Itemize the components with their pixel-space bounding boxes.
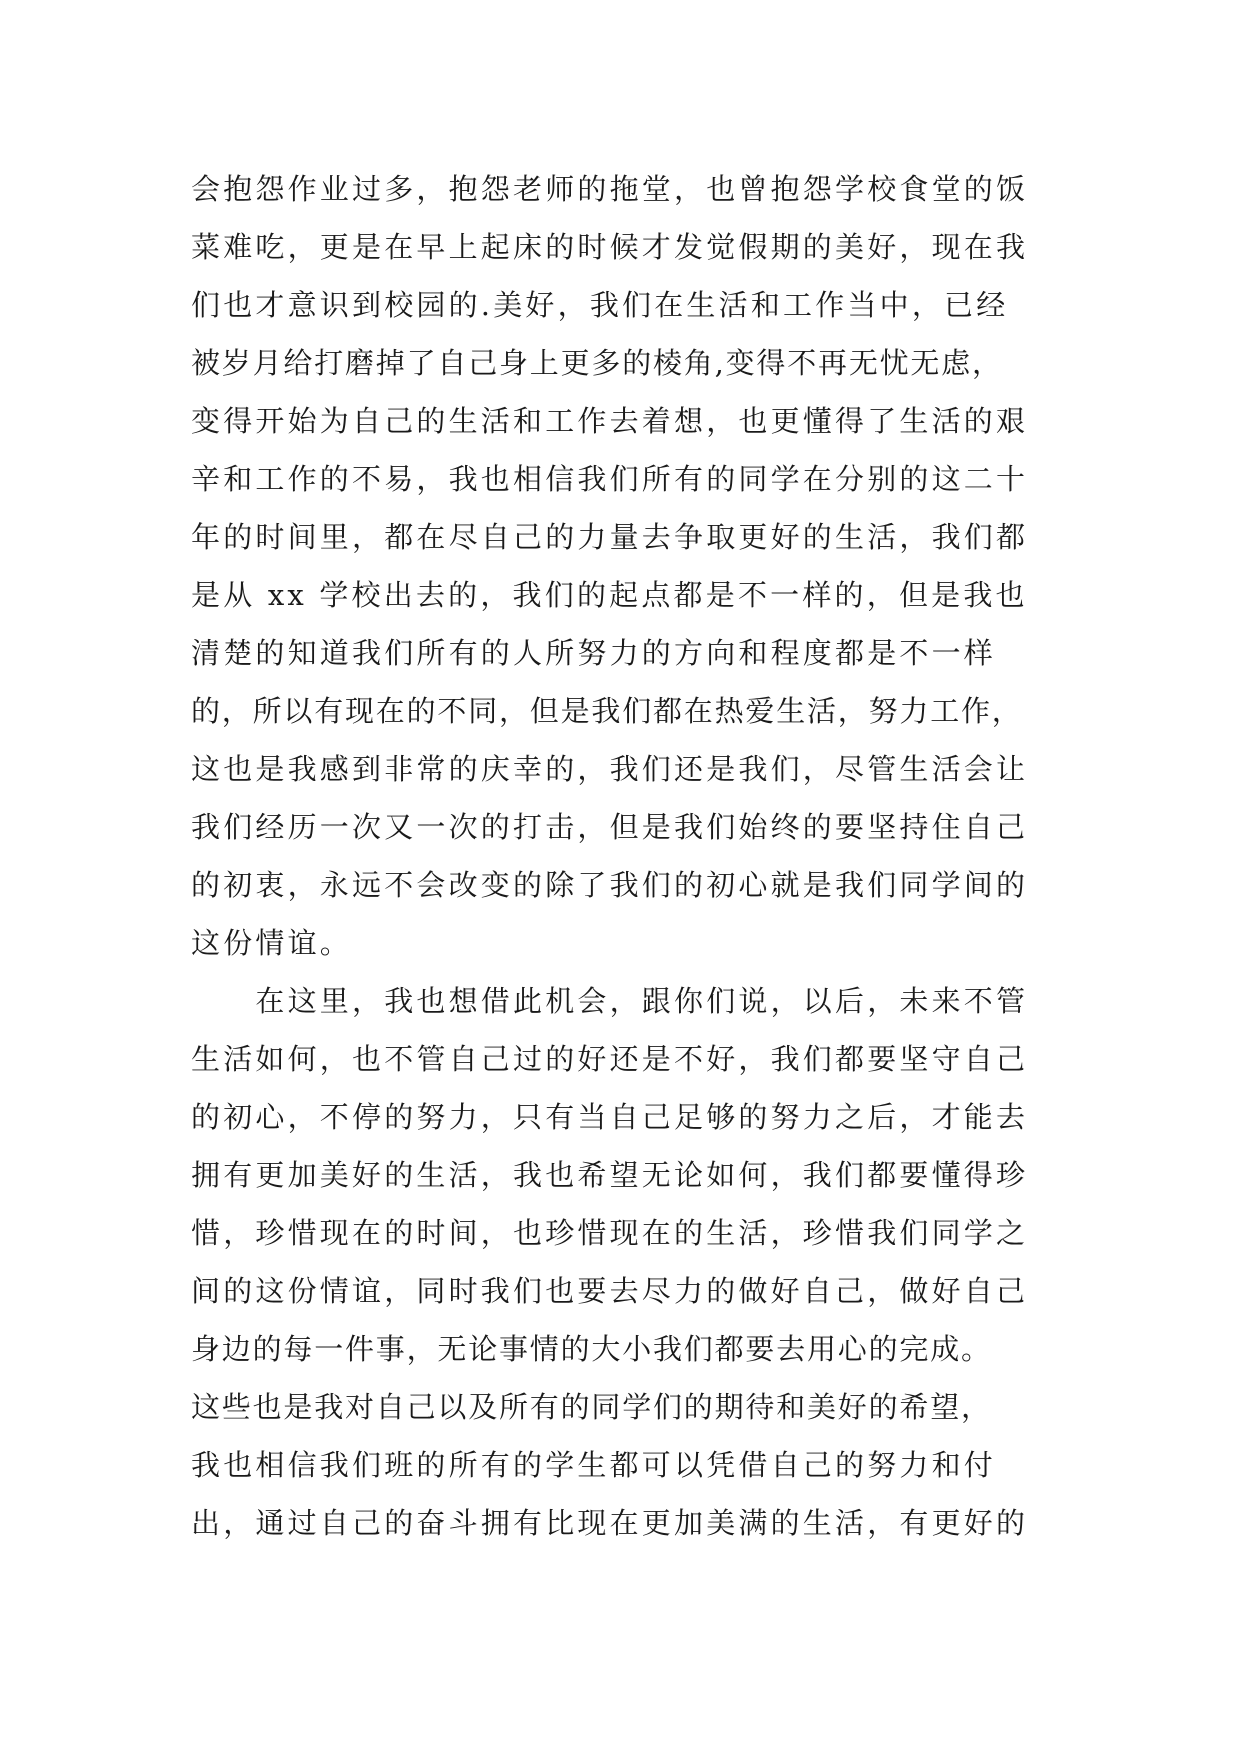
- text-line: 生活如何，也不管自己过的好还是不好，我们都要坚守自己: [191, 1042, 1029, 1076]
- text-line: 的初心，不停的努力，只有当自己足够的努力之后，才能去: [191, 1100, 1029, 1134]
- text-line: 清楚的知道我们所有的人所努力的方向和程度都是不一样: [191, 636, 997, 670]
- text-line: 辛和工作的不易，我也相信我们所有的同学在分别的这二十: [191, 462, 1029, 496]
- text-line: 是从 xx 学校出去的，我们的起点都是不一样的，但是我也: [191, 578, 1028, 612]
- body-text: [191, 160, 1071, 1552]
- text-line: 这份情谊。: [191, 926, 353, 960]
- text-line: 身边的每一件事，无论事情的大小我们都要去用心的完成。: [191, 1332, 992, 1366]
- text-line: 们也才意识到校园的.美好，我们在生活和工作当中，已经: [191, 288, 1009, 322]
- text-line: 的初衷，永远不会改变的除了我们的初心就是我们同学间的: [191, 868, 1029, 902]
- text-line: 我也相信我们班的所有的学生都可以凭借自己的努力和付: [191, 1448, 997, 1482]
- text-line: 被岁月给打磨掉了自己身上更多的棱角,变得不再无忧无虑，: [191, 346, 1003, 380]
- text-line: 年的时间里，都在尽自己的力量去争取更好的生活，我们都: [191, 520, 1029, 554]
- text-line: 我们经历一次又一次的打击，但是我们始终的要坚持住自己: [191, 810, 1029, 844]
- text-line: 惜，珍惜现在的时间，也珍惜现在的生活，珍惜我们同学之: [191, 1216, 1029, 1250]
- text-line: 会抱怨作业过多，抱怨老师的拖堂，也曾抱怨学校食堂的饭: [191, 172, 1029, 206]
- text-line: 间的这份情谊，同时我们也要去尽力的做好自己，做好自己: [191, 1274, 1029, 1308]
- text-line: 出，通过自己的奋斗拥有比现在更加美满的生活，有更好的: [191, 1506, 1029, 1540]
- text-line: 拥有更加美好的生活，我也希望无论如何，我们都要懂得珍: [191, 1158, 1029, 1192]
- text-line: 菜难吃，更是在早上起床的时候才发觉假期的美好，现在我: [191, 230, 1029, 264]
- text-line: 这些也是我对自己以及所有的同学们的期待和美好的希望，: [191, 1390, 992, 1424]
- text-line: 变得开始为自己的生活和工作去着想，也更懂得了生活的艰: [191, 404, 1029, 438]
- text-line: 这也是我感到非常的庆幸的，我们还是我们，尽管生活会让: [191, 752, 1029, 786]
- text-line: 的，所以有现在的不同，但是我们都在热爱生活，努力工作，: [191, 694, 1023, 728]
- paragraph-start-line: 在这里，我也想借此机会，跟你们说，以后，未来不管: [191, 984, 1029, 1018]
